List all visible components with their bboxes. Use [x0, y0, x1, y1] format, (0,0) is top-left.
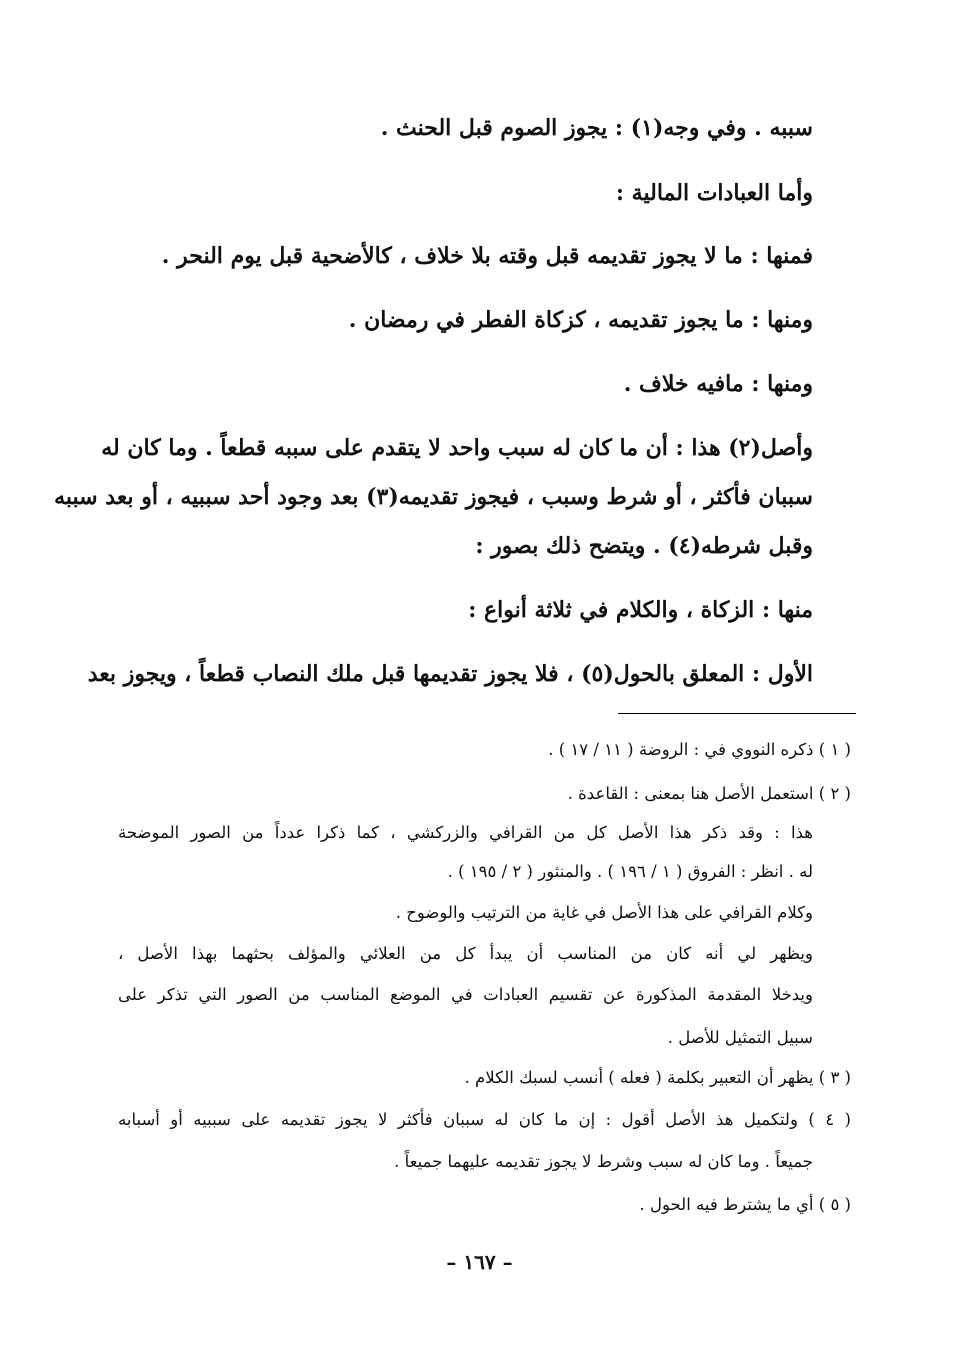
main-text-line: فمنها : ما لا يجوز تقديمه قبل وقته بلا خلاف ، كالأضحية قبل يوم النحر .	[161, 243, 813, 269]
footnote-line: ويظهر لي أنه كان من المناسب أن يبدأ كل من العلائي والمؤلف بحثهما بهذا الأصل ،	[118, 944, 813, 963]
page-number: – ١٦٧ –	[446, 1250, 513, 1274]
footnote-line: هذا : وقد ذكر هذا الأصل كل من القرافي والزركشي ، كما ذكرا عدداً من الصور الموضحة	[118, 823, 813, 842]
footnote-line: سبيل التمثيل للأصل .	[667, 1028, 813, 1047]
main-text-line: ومنها : مافيه خلاف .	[623, 371, 813, 397]
footnote-separator	[618, 713, 856, 714]
footnote-line: ( ٥ ) أي ما يشترط فيه الحول .	[639, 1195, 851, 1214]
main-text-line: منها : الزكاة ، والكلام في ثلاثة أنواع :	[468, 597, 813, 623]
main-text-line: سببه . وفي وجه(١) : يجوز الصوم قبل الحنث .	[380, 115, 813, 141]
footnote-line: جميعاً . وما كان له سبب وشرط لا يجوز تقديمه عليهما جميعاً .	[394, 1152, 813, 1171]
main-text-line: وأصل(٢) هذا : أن ما كان له سبب واحد لا يتقدم على سببه قطعاً . وما كان له	[101, 435, 813, 461]
footnote-line: ( ٣ ) يظهر أن التعبير بكلمة ( فعله ) أنسب لسبك الكلام .	[464, 1068, 851, 1087]
footnote-line: ( ٤ ) ولتكميل هذ الأصل أقول : إن ما كان له سببان فأكثر لا يجوز تقديمه على سببيه أو أسبابه	[118, 1110, 851, 1129]
footnote-line: له . انظر : الفروق ( ١ / ١٩٦ ) . والمنثور ( ٢ / ١٩٥ ) .	[447, 862, 813, 881]
main-text-line: الأول : المعلق بالحول(٥) ، فلا يجوز تقديمها قبل ملك النصاب قطعاً ، ويجوز بعد	[87, 661, 813, 687]
footnote-line: ويدخلا المقدمة المذكورة عن تقسيم العبادات في الموضع المناسب من الصور التي تذكر على	[118, 985, 813, 1004]
main-text-line: ومنها : ما يجوز تقديمه ، كزكاة الفطر في رمضان .	[348, 307, 813, 333]
main-text-line: سببان فأكثر ، أو شرط وسبب ، فيجوز تقديمه(٣) بعد وجود أحد سببيه ، أو بعد سببه	[54, 484, 813, 510]
footnote-line: وكلام القرافي على هذا الأصل في غاية من الترتيب والوضوح .	[395, 903, 813, 922]
footnote-line: ( ١ ) ذكره النووي في : الروضة ( ١١ / ١٧ ) .	[548, 740, 851, 759]
main-text-line: وقبل شرطه(٤) . ويتضح ذلك بصور :	[475, 533, 813, 559]
main-text-line: وأما العبادات المالية :	[615, 180, 813, 206]
footnote-line: ( ٢ ) استعمل الأصل هنا بمعنى : القاعدة .	[567, 784, 851, 803]
